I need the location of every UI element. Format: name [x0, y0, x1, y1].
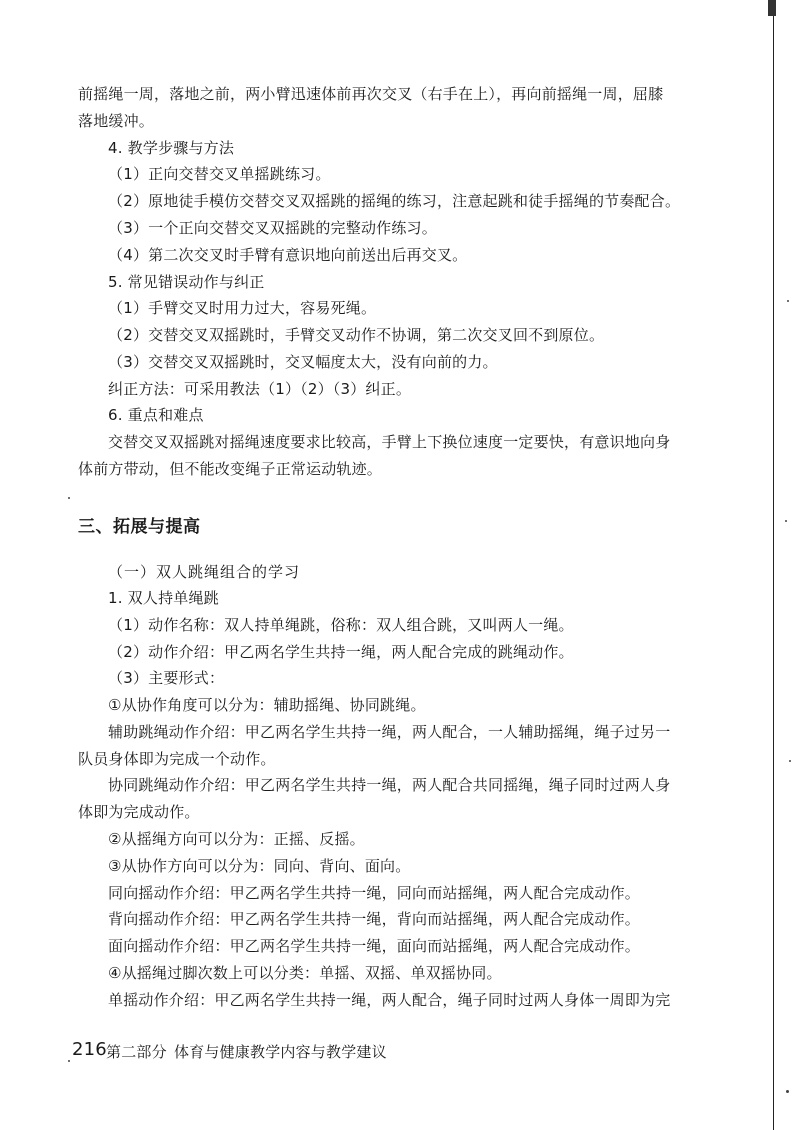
list-item: （1）动作名称：双人持单绳跳，俗称：双人组合跳，又叫两人一绳。	[108, 616, 574, 634]
paragraph-line: 协同跳绳动作介绍：甲乙两名学生共持一绳，两人配合共同摇绳，绳子同时过两人身	[108, 776, 671, 794]
list-item: （2）动作介绍：甲乙两名学生共持一绳，两人配合完成的跳绳动作。	[108, 643, 574, 661]
list-item: （1）正向交替交叉单摇跳练习。	[108, 165, 331, 183]
list-item: （2）交替交叉双摇跳时，手臂交叉动作不协调，第二次交叉回不到原位。	[108, 326, 605, 344]
scan-speck	[786, 1090, 789, 1093]
paragraph-line: 体即为完成动作。	[78, 803, 200, 821]
footer-part: 第二部分	[106, 1043, 167, 1061]
scan-speck	[785, 520, 787, 522]
paragraph-line: 背向摇动作介绍：甲乙两名学生共持一绳，背向而站摇绳，两人配合完成动作。	[108, 910, 641, 928]
step-heading: 1. 双人持单绳跳	[108, 589, 219, 607]
list-item: （3）一个正向交替交叉双摇跳的完整动作练习。	[108, 219, 437, 237]
paragraph-line: 体前方带动，但不能改变绳子正常运动轨迹。	[78, 460, 383, 478]
step-heading: 5. 常见错误动作与纠正	[108, 273, 265, 291]
scan-speck	[789, 760, 791, 762]
list-item: （2）原地徒手模仿交替交叉双摇跳的摇绳的练习，注意起跳和徒手摇绳的节奏配合。	[108, 192, 681, 210]
paragraph-line: 队员身体即为完成一个动作。	[78, 750, 276, 768]
paragraph-line: 面向摇动作介绍：甲乙两名学生共持一绳，面向而站摇绳，两人配合完成动作。	[108, 937, 641, 955]
section-heading: 三、拓展与提高	[78, 517, 201, 537]
scan-speck	[68, 1060, 70, 1062]
list-item: （4）第二次交叉时手臂有意识地向前送出后再交叉。	[108, 246, 468, 264]
scan-edge-line	[773, 0, 774, 1130]
scan-speck	[787, 300, 789, 302]
paragraph-line: 落地缓冲。	[78, 112, 155, 130]
subsection-heading: （一）双人跳绳组合的学习	[108, 563, 301, 581]
step-heading: 4. 教学步骤与方法	[108, 139, 235, 157]
list-item: ②从摇绳方向可以分为：正摇、反摇。	[108, 830, 365, 848]
list-item: ①从协作角度可以分为：辅助摇绳、协同跳绳。	[108, 696, 426, 714]
footer-title: 体育与健康教学内容与教学建议	[174, 1043, 387, 1061]
scan-edge-mark	[768, 0, 776, 16]
paragraph-line: 辅助跳绳动作介绍：甲乙两名学生共持一绳，两人配合，一人辅助摇绳，绳子过另一	[108, 723, 671, 741]
paragraph-line: 前摇绳一周，落地之前，两小臂迅速体前再次交叉（右手在上），再向前摇绳一周，屈膝	[78, 85, 664, 103]
paragraph-line: 同向摇动作介绍：甲乙两名学生共持一绳，同向而站摇绳，两人配合完成动作。	[108, 884, 641, 902]
list-item: （3）主要形式：	[108, 669, 225, 687]
page-number: 216	[72, 1039, 107, 1060]
list-item: ④从摇绳过脚次数上可以分类：单摇、双摇、单双摇协同。	[108, 964, 502, 982]
paragraph-line: 单摇动作介绍：甲乙两名学生共持一绳，两人配合，绳子同时过两人身体一周即为完	[108, 991, 671, 1009]
list-item: （1）手臂交叉时用力过大，容易死绳。	[108, 299, 377, 317]
list-item: ③从协作方向可以分为：同向、背向、面向。	[108, 857, 411, 875]
paragraph-line: 纠正方法：可采用教法（1）（2）（3）纠正。	[108, 380, 412, 398]
scan-speck	[68, 497, 70, 499]
list-item: （3）交替交叉双摇跳时，交叉幅度太大，没有向前的力。	[108, 353, 498, 371]
paragraph-line: 交替交叉双摇跳对摇绳速度要求比较高，手臂上下换位速度一定要快，有意识地向身	[108, 433, 671, 451]
step-heading: 6. 重点和难点	[108, 406, 204, 424]
